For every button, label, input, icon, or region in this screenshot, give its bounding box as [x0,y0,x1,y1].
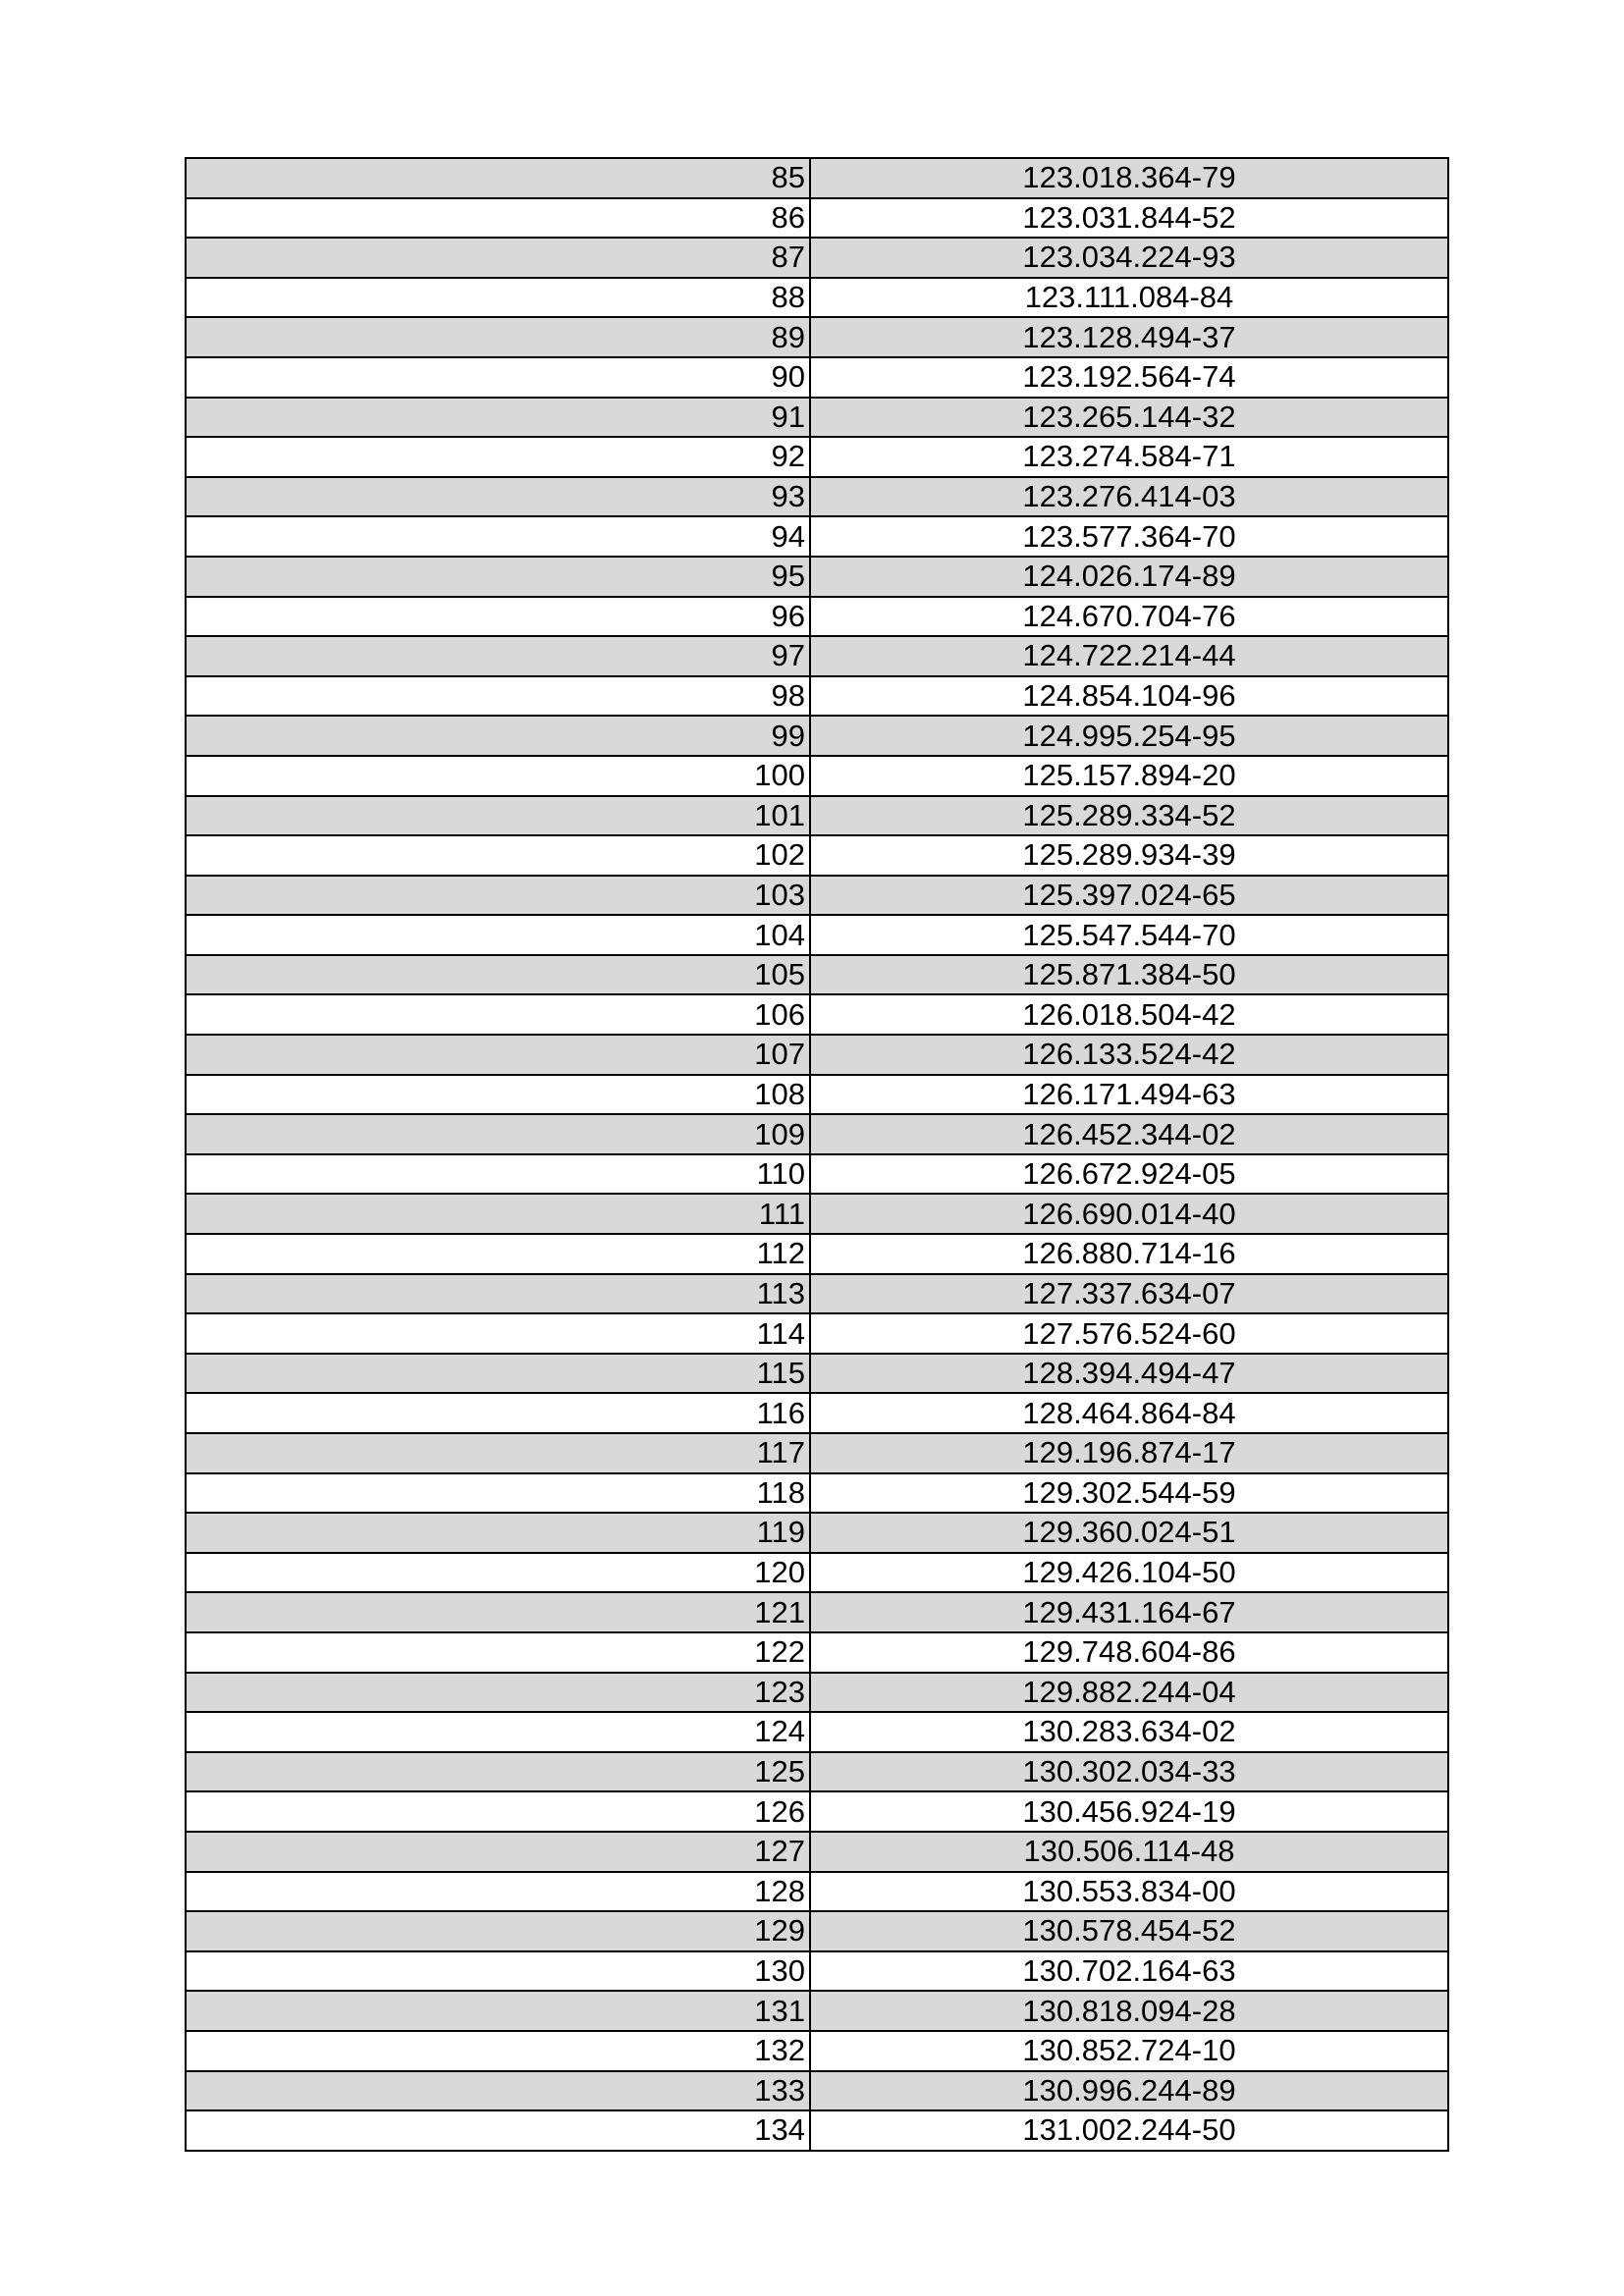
code-cell: 124.722.214-44 [810,636,1448,676]
row-number-cell: 91 [186,398,810,438]
table-row [186,1194,1448,1234]
row-number-cell: 120 [186,1553,810,1593]
table-row [186,1991,1448,2031]
code-cell: 124.670.704-76 [810,597,1448,637]
row-number-cell: 96 [186,597,810,637]
code-cell: 127.576.524-60 [810,1313,1448,1354]
row-number-cell: 126 [186,1791,810,1832]
code-cell: 123.128.494-37 [810,317,1448,357]
table-row [186,198,1448,239]
row-number-cell: 122 [186,1632,810,1673]
row-number-cell: 93 [186,477,810,517]
row-number-cell: 90 [186,357,810,398]
code-cell: 129.360.024-51 [810,1513,1448,1553]
code-cell: 124.854.104-96 [810,676,1448,717]
table-row [186,238,1448,278]
table-row [186,1035,1448,1075]
code-cell: 130.818.094-28 [810,1991,1448,2031]
table-row [186,357,1448,398]
row-number-cell: 98 [186,676,810,717]
code-cell: 123.577.364-70 [810,516,1448,557]
table-row [186,1313,1448,1354]
code-cell: 123.018.364-79 [810,158,1448,198]
code-cell: 127.337.634-07 [810,1274,1448,1314]
row-number-cell: 127 [186,1832,810,1872]
table-row [186,1393,1448,1433]
code-cell: 123.192.564-74 [810,357,1448,398]
row-number-cell: 92 [186,437,810,477]
table-row [186,1433,1448,1473]
row-number-cell: 118 [186,1473,810,1514]
code-cell: 123.031.844-52 [810,198,1448,239]
code-cell: 123.034.224-93 [810,238,1448,278]
table-row [186,716,1448,756]
code-cell: 130.302.034-33 [810,1752,1448,1792]
row-number-cell: 109 [186,1114,810,1154]
table-row [186,317,1448,357]
code-cell: 123.274.584-71 [810,437,1448,477]
row-number-cell: 102 [186,835,810,876]
code-cell: 125.397.024-65 [810,876,1448,916]
table-row [186,278,1448,318]
code-cell: 123.276.414-03 [810,477,1448,517]
table-row [186,1473,1448,1514]
table-row [186,477,1448,517]
table-row [186,756,1448,796]
row-number-cell: 106 [186,994,810,1035]
table-row [186,1154,1448,1195]
row-number-cell: 101 [186,796,810,836]
row-number-cell: 117 [186,1433,810,1473]
row-number-cell: 100 [186,756,810,796]
code-cell: 126.452.344-02 [810,1114,1448,1154]
row-number-cell: 131 [186,1991,810,2031]
code-cell: 129.426.104-50 [810,1553,1448,1593]
table-row [186,398,1448,438]
table-row [186,1513,1448,1553]
table-row [186,437,1448,477]
table-row [186,1712,1448,1752]
row-number-cell: 86 [186,198,810,239]
table-row [186,1553,1448,1593]
row-number-cell: 115 [186,1354,810,1394]
table-body [186,158,1448,2151]
code-cell: 128.394.494-47 [810,1354,1448,1394]
table-row [186,1872,1448,1912]
row-number-cell: 121 [186,1592,810,1632]
row-number-cell: 99 [186,716,810,756]
row-number-cell: 107 [186,1035,810,1075]
table-row [186,636,1448,676]
table-row [186,597,1448,637]
code-cell: 124.026.174-89 [810,557,1448,597]
code-cell: 129.748.604-86 [810,1632,1448,1673]
row-number-cell: 94 [186,516,810,557]
row-number-cell: 87 [186,238,810,278]
code-cell: 126.018.504-42 [810,994,1448,1035]
table-row [186,1791,1448,1832]
code-cell: 129.196.874-17 [810,1433,1448,1473]
table-row [186,516,1448,557]
table-row [186,1592,1448,1632]
code-cell: 130.996.244-89 [810,2071,1448,2111]
code-cell: 125.547.544-70 [810,915,1448,955]
row-number-cell: 124 [186,1712,810,1752]
table-row [186,796,1448,836]
code-cell: 126.171.494-63 [810,1075,1448,1115]
row-number-cell: 108 [186,1075,810,1115]
row-number-cell: 133 [186,2071,810,2111]
row-number-cell: 130 [186,1951,810,1992]
table-row [186,1354,1448,1394]
code-cell: 128.464.864-84 [810,1393,1448,1433]
table-row [186,955,1448,995]
code-cell: 130.456.924-19 [810,1791,1448,1832]
code-cell: 130.578.454-52 [810,1911,1448,1951]
row-number-cell: 119 [186,1513,810,1553]
code-cell: 130.702.164-63 [810,1951,1448,1992]
table-row [186,1832,1448,1872]
code-cell: 125.289.934-39 [810,835,1448,876]
code-cell: 129.431.164-67 [810,1592,1448,1632]
table-row [186,1274,1448,1314]
row-number-cell: 89 [186,317,810,357]
row-number-cell: 105 [186,955,810,995]
row-number-cell: 95 [186,557,810,597]
table-row [186,676,1448,717]
code-cell: 130.553.834-00 [810,1872,1448,1912]
table-row [186,1114,1448,1154]
table-row [186,1234,1448,1274]
table-row [186,876,1448,916]
row-number-cell: 88 [186,278,810,318]
table-row [186,1911,1448,1951]
row-number-cell: 110 [186,1154,810,1195]
row-number-cell: 128 [186,1872,810,1912]
code-cell: 126.880.714-16 [810,1234,1448,1274]
row-number-cell: 134 [186,2110,810,2151]
row-number-cell: 116 [186,1393,810,1433]
row-number-cell: 129 [186,1911,810,1951]
code-cell: 129.882.244-04 [810,1673,1448,1713]
table-row [186,1752,1448,1792]
code-cell: 126.133.524-42 [810,1035,1448,1075]
code-cell: 126.672.924-05 [810,1154,1448,1195]
table-row [186,1632,1448,1673]
row-number-cell: 104 [186,915,810,955]
table-row [186,2031,1448,2071]
code-cell: 130.283.634-02 [810,1712,1448,1752]
table-row [186,2071,1448,2111]
row-number-cell: 123 [186,1673,810,1713]
row-number-cell: 132 [186,2031,810,2071]
data-table [185,157,1449,2152]
code-cell: 131.002.244-50 [810,2110,1448,2151]
table-row [186,835,1448,876]
table-row [186,1075,1448,1115]
code-cell: 125.157.894-20 [810,756,1448,796]
row-number-cell: 125 [186,1752,810,1792]
code-cell: 126.690.014-40 [810,1194,1448,1234]
code-cell: 123.265.144-32 [810,398,1448,438]
table-row [186,1673,1448,1713]
table-row [186,1951,1448,1992]
table-row [186,994,1448,1035]
code-cell: 125.871.384-50 [810,955,1448,995]
table-row [186,158,1448,198]
code-cell: 129.302.544-59 [810,1473,1448,1514]
row-number-cell: 97 [186,636,810,676]
table-row [186,557,1448,597]
code-cell: 124.995.254-95 [810,716,1448,756]
code-cell: 130.506.114-48 [810,1832,1448,1872]
code-cell: 125.289.334-52 [810,796,1448,836]
row-number-cell: 85 [186,158,810,198]
table-row [186,2110,1448,2151]
row-number-cell: 103 [186,876,810,916]
code-cell: 123.111.084-84 [810,278,1448,318]
row-number-cell: 112 [186,1234,810,1274]
row-number-cell: 114 [186,1313,810,1354]
code-cell: 130.852.724-10 [810,2031,1448,2071]
table-row [186,915,1448,955]
row-number-cell: 113 [186,1274,810,1314]
row-number-cell: 111 [186,1194,810,1234]
